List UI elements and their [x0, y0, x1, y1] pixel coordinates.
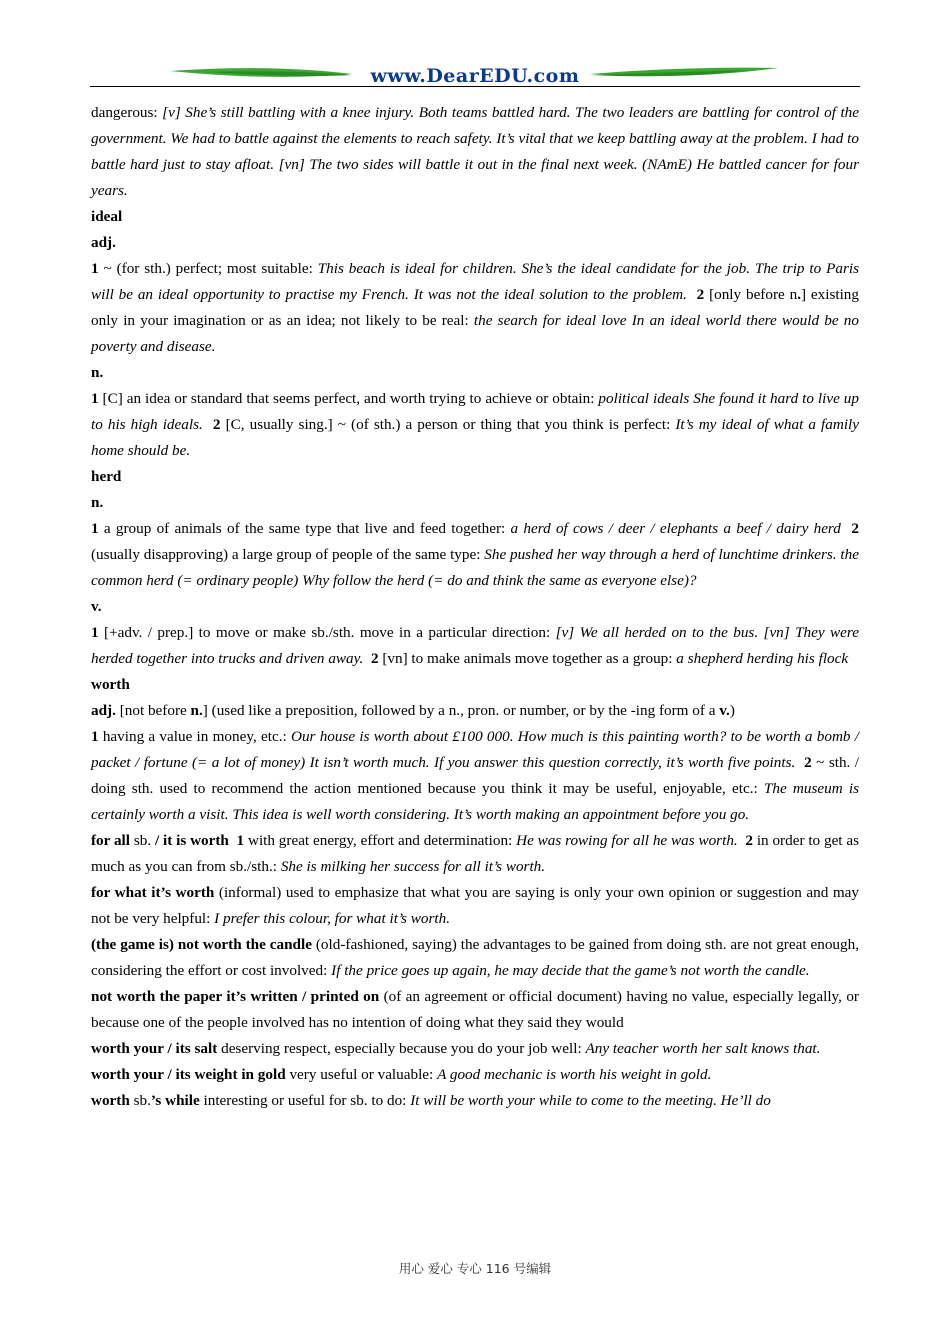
herd-noun-senses [91, 516, 859, 594]
sense-definition: [+adv. / prep.] to move or make sb./sth. move in a particular direction: [98, 624, 556, 641]
idiom-head: worth [91, 1092, 130, 1109]
ideal-noun-senses [91, 386, 859, 464]
sense-examples: political ideals She found it hard to live up to his high ideals. [91, 390, 859, 433]
bold-dot: . [797, 286, 801, 303]
headword-ideal [91, 204, 859, 230]
idiom-head: for all [91, 832, 130, 849]
sense-definition: [C] an idea or standard that seems perfect, and worth trying to achieve or obtain: [98, 390, 599, 407]
battle-def-tail: dangerous: [91, 104, 163, 121]
headword-text: ideal [91, 208, 123, 225]
idiom-not-worth-the-candle [91, 932, 859, 984]
idiom-head: worth your / its salt [91, 1040, 218, 1057]
page-footer: 用心 爱心 专心 116 号编辑 [398, 1261, 552, 1276]
bold-abbrev: n. [190, 702, 203, 719]
headword-herd [91, 464, 859, 490]
pos-label: v. [91, 598, 102, 615]
sense-definition: a group of animals of the same type that live and feed together: [98, 520, 511, 537]
sense-number: 2 [851, 520, 860, 537]
sense-definition: [vn] to make animals move together as a group: [378, 650, 677, 667]
usage-note: ] (used like a preposition, followed by a n., pron. or number, or by the -ing form of a [202, 702, 720, 719]
sense-number: 1 [91, 624, 99, 641]
sense-definition: ~ sth. / doing sth. used to recommend the action mentioned because you think it may be useful, enjoyable, etc.: [91, 754, 859, 797]
sense-examples: If the price goes up again, he may decide that the game’s not worth the candle. [331, 962, 810, 979]
sense-definition: [C, usually sing.] ~ (of sth.) a person or thing that you think is perfect: [220, 416, 676, 433]
battle-entry-continuation [91, 100, 859, 204]
sense-examples: She is milking her success for all it’s worth. [280, 858, 546, 875]
sense-number: 2 [804, 754, 812, 771]
idiom-head: for what it’s worth [91, 884, 215, 901]
sense-definition: (informal) used to emphasize that what you are saying is only your own opinion or suggestion and may not be very helpful: [91, 884, 859, 927]
bold-abbrev: v. [719, 702, 730, 719]
site-url: www.DearEDU.com [370, 65, 580, 87]
idiom-head-plain: sb. [129, 1092, 151, 1109]
idiom-weight-in-gold [91, 1062, 859, 1088]
usage-note: [not before [115, 702, 191, 719]
pos-verb [91, 594, 859, 620]
sense-definition: (usually disapproving) a large group of people of the same type: [91, 546, 485, 563]
sense-examples: She pushed her way through a herd of lunchtime drinkers. the common herd (= ordinary people) Why follow the herd (= do and think the same as everyone else)? [91, 546, 859, 589]
sense-examples: A good mechanic is worth his weight in gold. [437, 1066, 712, 1083]
sense-number: 2 [696, 286, 705, 303]
sense-number: 1 [91, 390, 99, 407]
sense-definition: interesting or useful for sb. to do: [199, 1092, 411, 1109]
sense-examples: Our house is worth about £100 000. How much is this painting worth? to be worth a bomb / packet / fortune (= a lot of money) It isn’t worth much. If you answer this question correctly, it’s worth five points. [91, 728, 859, 771]
sense-definition: in order to get as much as you can from sb./sth.: [91, 832, 860, 875]
sense-examples: It’s my ideal of what a family home should be. [91, 416, 859, 459]
worth-adj-note [91, 698, 859, 724]
usage-note: ) [729, 702, 735, 719]
dictionary-content [91, 100, 859, 1114]
sense-number: 1 [91, 520, 99, 537]
sense-examples: Any teacher worth her salt knows that. [585, 1040, 821, 1057]
idiom-head: / it is worth [154, 832, 229, 849]
sense-definition: deserving respect, especially because you do your job well: [217, 1040, 586, 1057]
idiom-for-all-worth [91, 828, 859, 880]
sense-number: 2 [370, 650, 379, 667]
pos-label: adj. [91, 702, 116, 719]
idiom-for-what-its-worth [91, 880, 859, 932]
idiom-head: (the game is) not worth the candle [91, 936, 312, 953]
sense-examples: [v] We all herded on to the bus. [vn] They were herded together into trucks and driven away. [91, 624, 859, 667]
headword-text: worth [91, 676, 130, 693]
pos-label: n. [91, 364, 104, 381]
sense-number: 2 [745, 832, 753, 849]
sense-definition: very useful or valuable: [285, 1066, 438, 1083]
idiom-worth-your-salt [91, 1036, 859, 1062]
herd-verb-senses [91, 620, 859, 672]
sense-definition: having a value in money, etc.: [98, 728, 291, 745]
sense-definition: with great energy, effort and determination: [244, 832, 517, 849]
sense-examples: I prefer this colour, for what it’s worth. [214, 910, 451, 927]
ideal-adj-senses [91, 256, 859, 360]
idiom-head: not worth the paper it’s written / printed on [91, 988, 380, 1005]
sense-definition: ~ (for sth.) perfect; most suitable: [98, 260, 318, 277]
sense-examples: the search for ideal love In an ideal world there would be no poverty and disease. [91, 312, 859, 355]
sense-examples: a shepherd herding his flock [676, 650, 849, 667]
header-divider [90, 86, 860, 87]
sense-definition: [only before n [704, 286, 798, 303]
sense-examples: This beach is ideal for children. She’s the ideal candidate for the job. The trip to Paris will be an ideal opportunity to practise my French. It was not the ideal solution to the problem. [91, 260, 859, 303]
idiom-worth-while [91, 1088, 859, 1114]
pos-label: adj. [91, 234, 116, 251]
idiom-head: ’s while [150, 1092, 200, 1109]
pos-noun [91, 360, 859, 386]
sense-number: 1 [91, 260, 99, 277]
pos-label: n. [91, 494, 104, 511]
pos-noun [91, 490, 859, 516]
sense-examples: The museum is certainly worth a visit. This idea is well worth considering. It’s worth making an appointment before you go. [91, 780, 859, 823]
sense-examples: a herd of cows / deer / elephants a beef / dairy herd [510, 520, 841, 537]
idiom-not-worth-the-paper [91, 984, 859, 1036]
headword-text: herd [91, 468, 122, 485]
sense-definition: (of an agreement or official document) having no value, especially legally, or because one of the people involved has no intention of doing what they said they would [91, 988, 859, 1031]
sense-examples: He was rowing for all he was worth. [516, 832, 738, 849]
sense-number: 1 [236, 832, 245, 849]
battle-examples: [v] She’s still battling with a knee injury. Both teams battled hard. The two leaders are battling for control of the government. We had to battle against the elements to reach safety. It’s vital that we keep battling away at the problem. I had to battle hard just to stay afloat. [vn] The two sides will battle it out in the final next week. (NAmE) He battled cancer for four years. [91, 104, 860, 199]
sense-number: 2 [212, 416, 221, 433]
pos-adj [91, 230, 859, 256]
idiom-head-plain: sb. [129, 832, 155, 849]
headword-worth [91, 672, 859, 698]
worth-adj-senses [91, 724, 859, 828]
sense-definition: ] existing only in your imagination or as an idea; not likely to be real: [91, 286, 859, 329]
sense-examples: It will be worth your while to come to the meeting. He’ll do [410, 1092, 771, 1109]
sense-definition: (old-fashioned, saying) the advantages to be gained from doing sth. are not great enough, considering the effort or cost involved: [91, 936, 859, 979]
sense-number: 1 [91, 728, 99, 745]
idiom-head: worth your / its weight in gold [91, 1066, 286, 1083]
